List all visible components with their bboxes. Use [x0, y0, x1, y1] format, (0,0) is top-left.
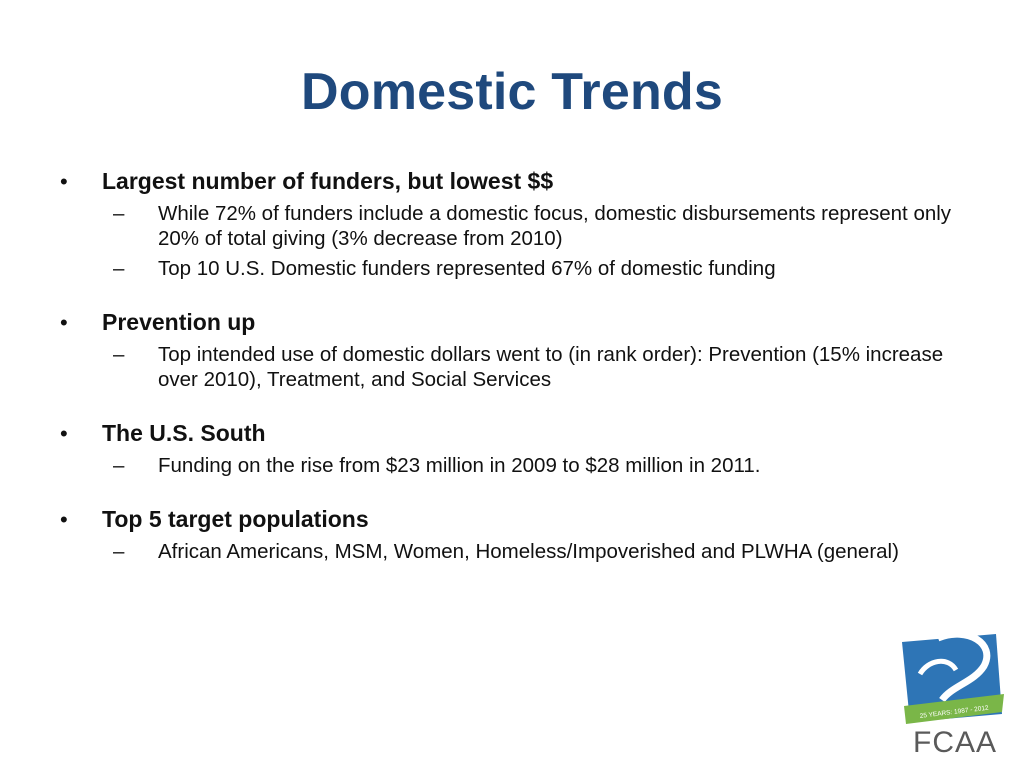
bullet-icon: •: [60, 169, 68, 194]
dash-icon: –: [113, 343, 125, 366]
slide-title: Domestic Trends: [300, 63, 724, 121]
bullet-section: [58, 168, 978, 281]
sub-bullet: – Top 10 U.S. Domestic funders represented 67% of domestic funding: [58, 256, 978, 281]
sub-bullet: – African Americans, MSM, Women, Homeless/Impoverished and PLWHA (general): [58, 539, 978, 564]
bullet-heading: Top 5 target populations: [102, 506, 369, 532]
bullet-heading: Largest number of funders, but lowest $$: [102, 168, 554, 194]
sub-bullet: – Top intended use of domestic dollars went to (in rank order): Prevention (15% increase over 2010), Treatment, and Social Services: [58, 342, 978, 392]
bullet-heading: The U.S. South: [102, 420, 266, 446]
svg-text:25 YEARS: 1987 - 2012: 25 YEARS: 1987 - 2012: [919, 704, 989, 720]
logo-text: FCAA: [913, 726, 998, 759]
dash-icon: –: [113, 540, 125, 563]
sub-bullet: – While 72% of funders include a domestic focus, domestic disbursements represent only 20% of total giving (3% decrease from 2010): [58, 201, 978, 251]
bullet-section: [58, 420, 978, 478]
bullet-heading: Prevention up: [102, 309, 256, 335]
bullet-list: [58, 168, 978, 592]
bullet-section: [58, 506, 978, 564]
bullet-icon: •: [60, 310, 68, 335]
bullet-icon: •: [60, 507, 68, 532]
dash-icon: –: [113, 202, 125, 225]
bullet-icon: •: [60, 421, 68, 446]
bullet-section: [58, 309, 978, 392]
dash-icon: –: [113, 454, 125, 477]
sub-bullet: – Funding on the rise from $23 million in 2009 to $28 million in 2011.: [58, 453, 978, 478]
dash-icon: –: [113, 257, 125, 280]
